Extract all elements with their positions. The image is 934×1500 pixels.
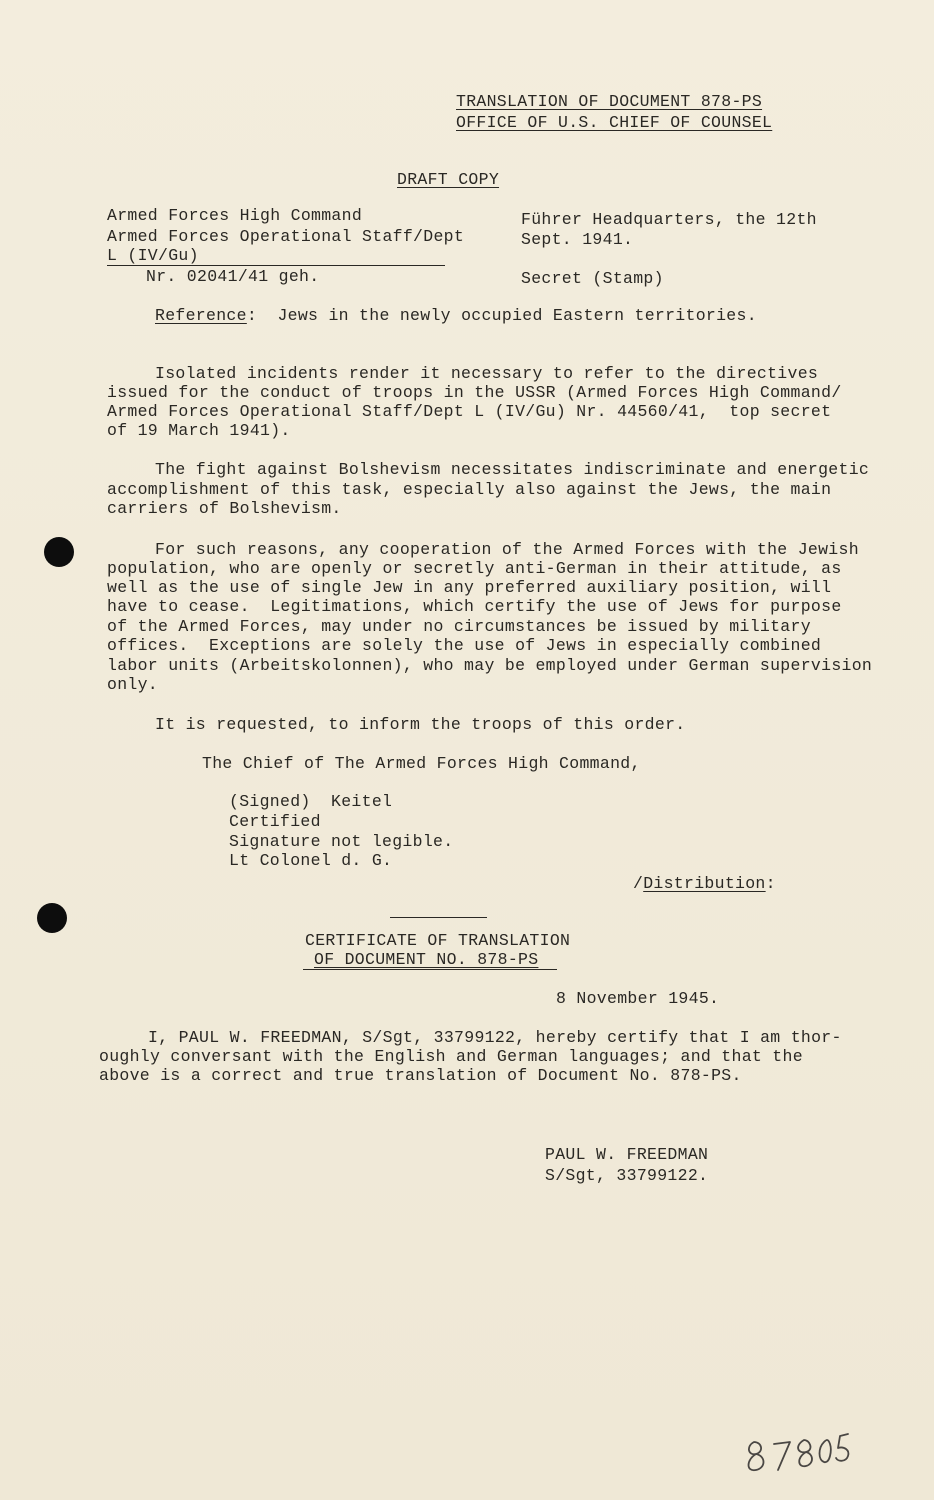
date-line: Sept. 1941. (521, 230, 634, 249)
reference-text: Jews in the newly occupied Eastern territories. (277, 306, 757, 325)
punch-hole-top (44, 537, 74, 567)
paragraph-3-line-4: have to cease. Legitimations, which certify the use of Jews for purpose (107, 597, 842, 616)
paragraph-3-line-7: labor units (Arbeitskolonnen), who may be employed under German supervision (107, 656, 873, 675)
certificate-date: 8 November 1945. (556, 989, 720, 1008)
reference-line (155, 306, 757, 326)
paragraph-3-line-2: population, who are openly or secretly anti-German in their attitude, as (107, 559, 842, 578)
certificate-body-line-1: I, PAUL W. FREEDMAN, S/Sgt, 33799122, hereby certify that I am thor- (148, 1028, 842, 1047)
distribution-slash: / (633, 874, 644, 893)
reference-colon: : (246, 306, 258, 325)
distribution-label: Distribution (643, 874, 766, 893)
certificate-body-line-2: oughly conversant with the English and German languages; and that the (99, 1047, 803, 1066)
chief-line: The Chief of The Armed Forces High Command, (202, 754, 641, 773)
paragraph-2-line-2: accomplishment of this task, especially also against the Jews, the main (107, 480, 832, 499)
draft-copy-label: DRAFT COPY (397, 170, 500, 189)
translator-name: PAUL W. FREEDMAN (545, 1145, 709, 1164)
rank-line: Lt Colonel d. G. (229, 851, 393, 870)
paragraph-1-line-3: Armed Forces Operational Staff/Dept L (IV/Gu) Nr. 44560/41, top secret (107, 402, 832, 421)
paragraph-1-line-2: issued for the conduct of troops in the USSR (Armed Forces High Command/ (107, 383, 842, 402)
signed-line: (Signed) Keitel (229, 792, 393, 811)
certificate-title-1: CERTIFICATE OF TRANSLATION (305, 931, 571, 950)
paragraph-3-line-1: For such reasons, any cooperation of the Armed Forces with the Jewish (155, 540, 859, 559)
certificate-title-2: OF DOCUMENT NO. 878-PS (314, 950, 539, 969)
header-office-title: OFFICE OF U.S. CHIEF OF COUNSEL (456, 113, 773, 132)
distribution-colon: : (765, 874, 776, 893)
certificate-title-rule (303, 969, 557, 970)
certified-line: Certified (229, 812, 321, 831)
certificate-body-line-3: above is a correct and true translation of Document No. 878-PS. (99, 1066, 742, 1085)
certificate-separator (390, 917, 487, 918)
paragraph-4: It is requested, to inform the troops of this order. (155, 715, 686, 734)
sender-line-3: L (IV/Gu) (107, 246, 199, 265)
reference-label: Reference (155, 306, 247, 325)
sender-line-1: Armed Forces High Command (107, 206, 363, 225)
paragraph-1-line-4: of 19 March 1941). (107, 421, 291, 440)
paragraph-3-line-3: well as the use of single Jew in any preferred auxiliary position, will (107, 578, 832, 597)
paragraph-1-line-1: Isolated incidents render it necessary to refer to the directives (155, 364, 819, 383)
punch-hole-bottom (37, 903, 67, 933)
paragraph-3-line-5: of the Armed Forces, may under no circumstances be issued by military (107, 617, 811, 636)
paragraph-3-line-6: offices. Exceptions are solely the use of Jews in especially combined (107, 636, 822, 655)
file-number: Nr. 02041/41 geh. (146, 267, 320, 286)
headquarters-line: Führer Headquarters, the 12th (521, 210, 817, 229)
paragraph-2-line-3: carriers of Bolshevism. (107, 499, 342, 518)
secret-stamp-line: Secret (Stamp) (521, 269, 664, 288)
header-translation-title: TRANSLATION OF DOCUMENT 878-PS (456, 92, 763, 111)
paragraph-2-line-1: The fight against Bolshevism necessitates indiscriminate and energetic (155, 460, 870, 479)
sender-line-2: Armed Forces Operational Staff/Dept (107, 227, 465, 246)
signature-note-line: Signature not legible. (229, 832, 454, 851)
distribution-line (633, 874, 776, 894)
paragraph-3-line-8: only. (107, 675, 159, 694)
sender-block-rule (107, 265, 445, 266)
translator-rank: S/Sgt, 33799122. (545, 1166, 709, 1185)
handwritten-number-icon (740, 1420, 870, 1480)
